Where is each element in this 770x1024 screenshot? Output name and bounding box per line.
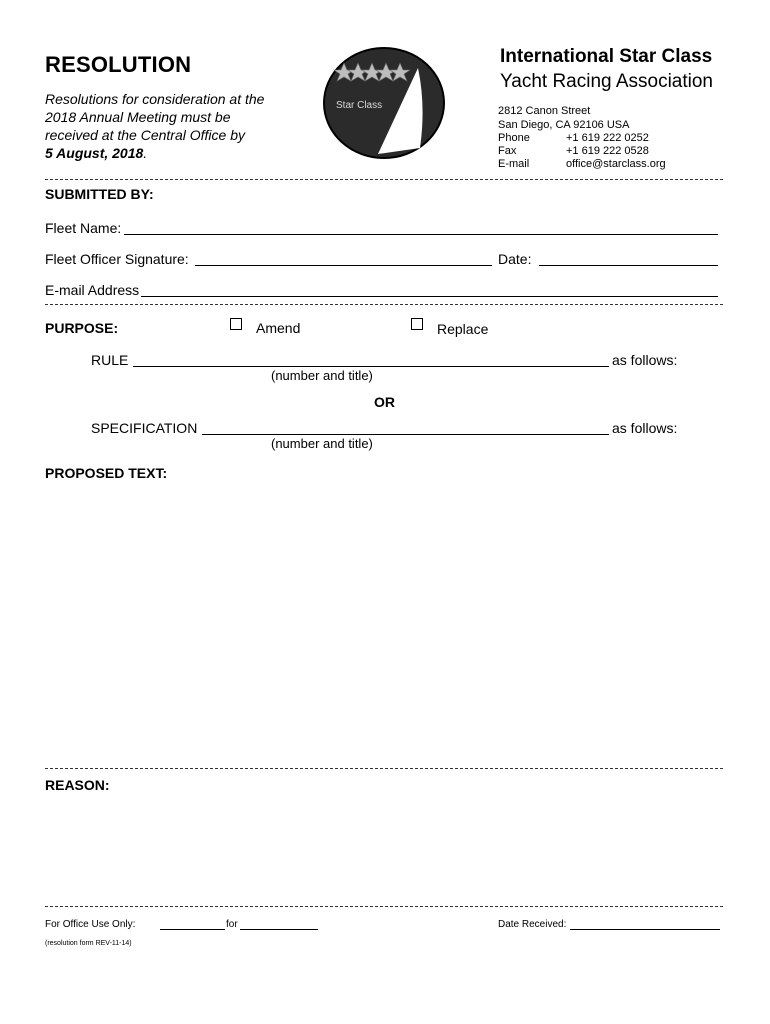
intro-line: Resolutions for consideration at the	[45, 91, 265, 107]
page-title: RESOLUTION	[45, 52, 192, 77]
signature-field[interactable]	[195, 265, 492, 266]
rule-hint: (number and title)	[271, 368, 373, 383]
divider	[45, 768, 723, 769]
fax-label: Fax	[498, 145, 517, 157]
rule-as-follows: as follows:	[612, 352, 678, 368]
signature-label: Fleet Officer Signature:	[45, 251, 189, 267]
specification-label: SPECIFICATION	[91, 420, 198, 436]
reason-area[interactable]	[45, 800, 723, 900]
divider	[45, 304, 723, 305]
address-city: San Diego, CA 92106 USA	[498, 119, 630, 131]
logo-text: Star Class	[336, 100, 383, 111]
email-address-label: E-mail Address	[45, 282, 140, 298]
address-street: 2812 Canon Street	[498, 105, 591, 117]
intro-line: received at the Central Office by	[45, 127, 245, 143]
amend-label: Amend	[256, 320, 301, 336]
fleet-name-label: Fleet Name:	[45, 220, 122, 236]
purpose-heading: PURPOSE:	[45, 320, 119, 336]
submission-instructions	[45, 90, 315, 162]
amend-checkbox[interactable]	[230, 318, 242, 330]
replace-checkbox[interactable]	[411, 318, 423, 330]
email-value: office@starclass.org	[566, 158, 666, 170]
specification-field[interactable]	[202, 434, 609, 435]
fax-value: +1 619 222 0528	[566, 145, 649, 157]
replace-label: Replace	[437, 321, 489, 337]
specification-as-follows: as follows:	[612, 420, 678, 436]
deadline-line	[45, 144, 315, 162]
org-subtitle: Yacht Racing Association	[500, 71, 713, 92]
reason-heading: REASON:	[45, 777, 110, 793]
divider	[45, 906, 723, 907]
submitted-by-heading: SUBMITTED BY:	[45, 186, 154, 202]
fleet-name-field[interactable]	[124, 234, 718, 235]
date-label: Date:	[498, 251, 532, 267]
date-received-field[interactable]	[570, 929, 720, 930]
for-label: for	[226, 919, 238, 930]
deadline-suffix: .	[143, 145, 148, 161]
email-address-field[interactable]	[141, 296, 718, 297]
star-class-logo	[322, 46, 447, 161]
office-use-field[interactable]	[160, 929, 225, 930]
org-name: International Star Class	[500, 46, 713, 67]
office-for-field[interactable]	[240, 929, 318, 930]
proposed-text-area[interactable]	[45, 488, 723, 758]
phone-label: Phone	[498, 132, 530, 144]
office-use-label: For Office Use Only:	[45, 919, 136, 930]
or-label: OR	[374, 394, 395, 410]
specification-hint: (number and title)	[271, 436, 373, 451]
intro-line: 2018 Annual Meeting must be	[45, 109, 231, 125]
divider	[45, 179, 723, 180]
deadline-date: 5 August, 2018	[45, 145, 144, 161]
proposed-text-heading: PROPOSED TEXT:	[45, 465, 168, 481]
rule-field[interactable]	[133, 366, 609, 367]
date-received-label: Date Received:	[498, 919, 567, 930]
email-label: E-mail	[498, 158, 530, 170]
date-field[interactable]	[539, 265, 718, 266]
form-id: (resolution form REV-11-14)	[45, 940, 132, 947]
phone-value: +1 619 222 0252	[566, 132, 649, 144]
rule-label: RULE	[91, 352, 129, 368]
